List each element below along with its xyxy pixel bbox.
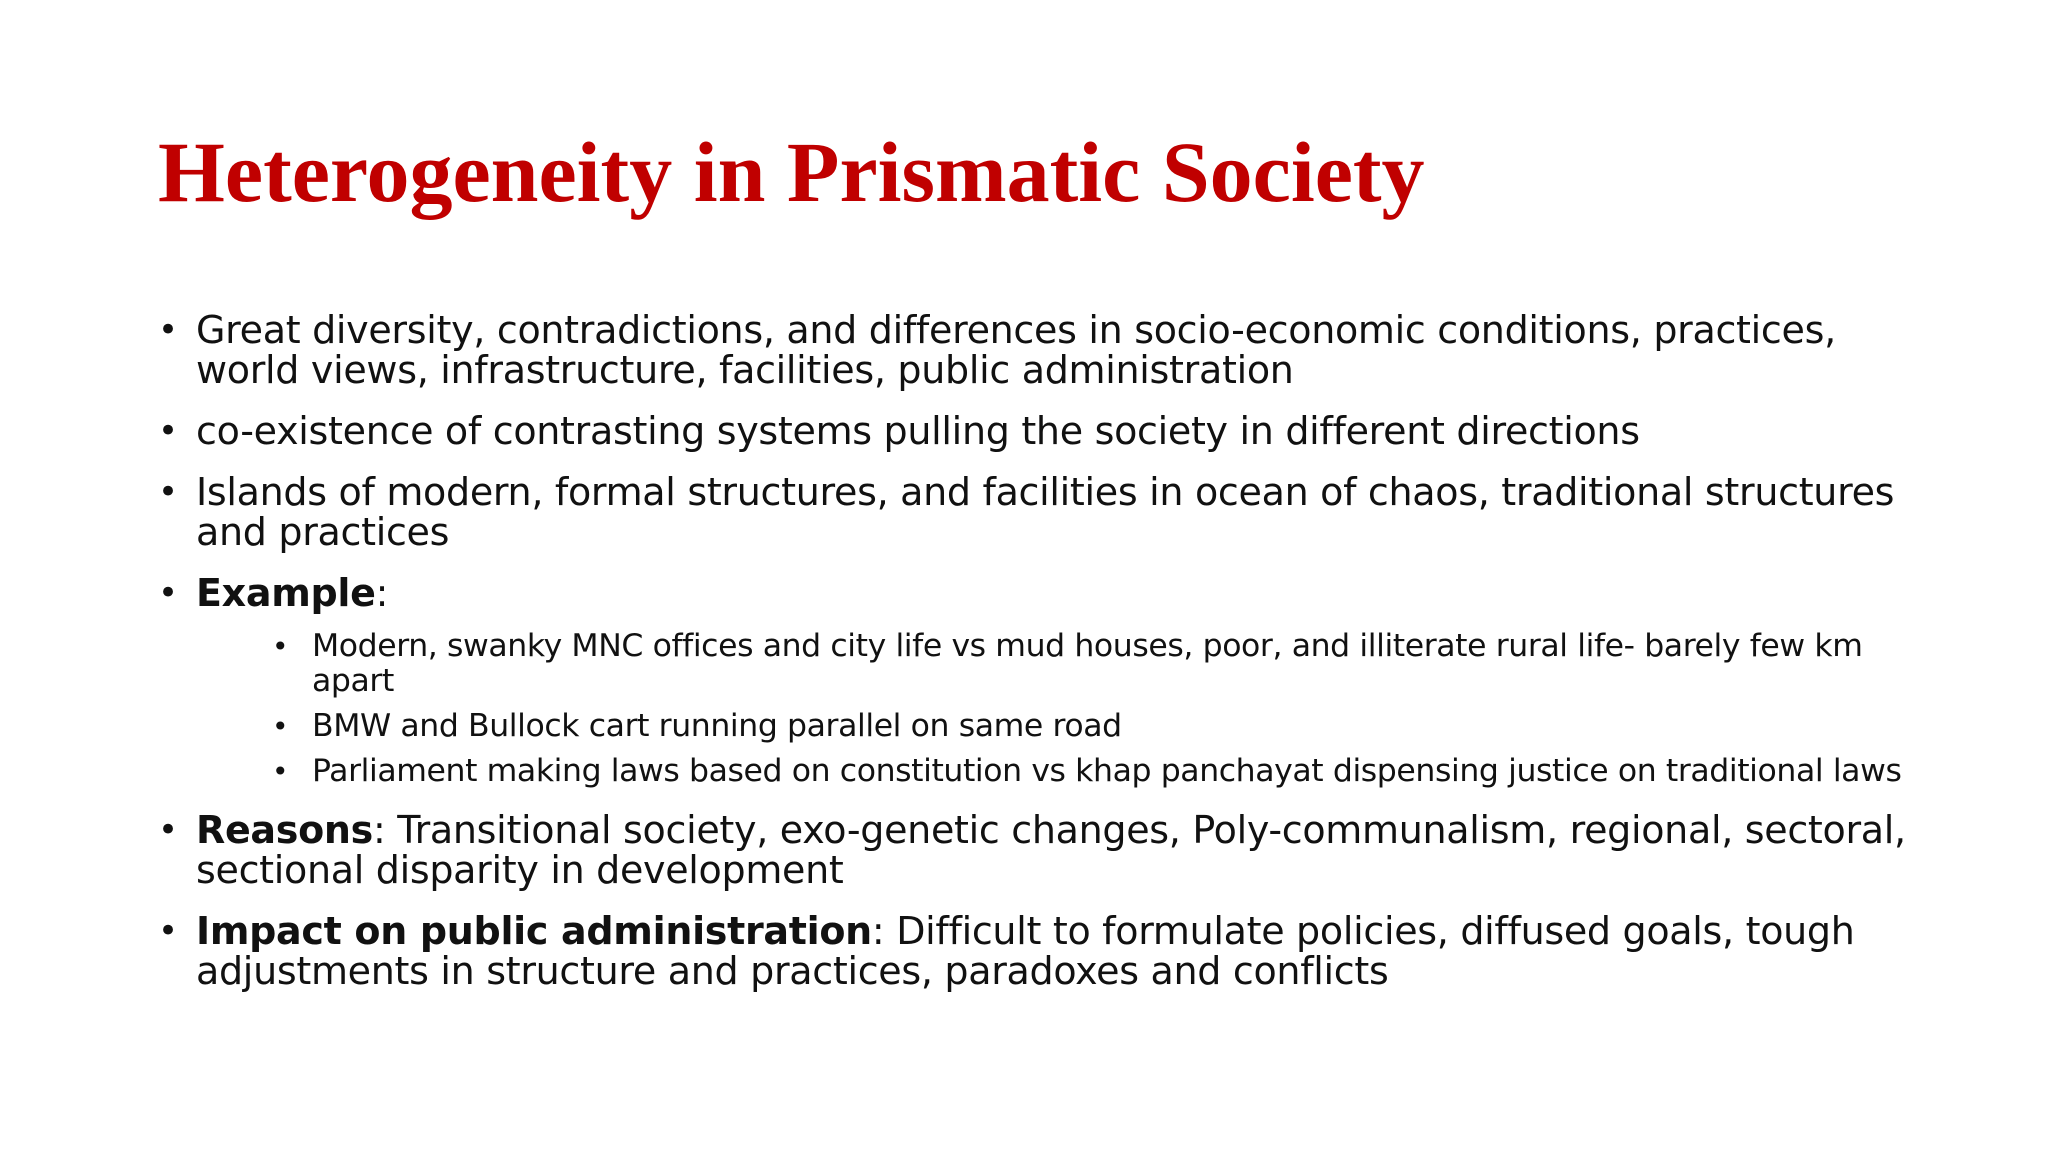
bullet-text: : — [375, 571, 389, 615]
sub-bullet-item — [196, 709, 1938, 744]
sub-bullet-item — [196, 629, 1938, 699]
sub-bullet-item — [196, 754, 1938, 789]
bullet-text: : Difficult to formulate policies, diffused goals, tough adjustments in structure and practices, paradoxes and conflicts — [196, 909, 1855, 993]
bullet-icon: • — [158, 411, 178, 451]
bullet-list — [158, 310, 1938, 991]
bullet-item-diversity — [158, 310, 1938, 390]
slide-title: Heterogeneity in Prismatic Society — [158, 124, 1425, 220]
bullet-text: Islands of modern, formal structures, and facilities in ocean of chaos, traditional structures and practices — [196, 470, 1895, 554]
bullet-icon: • — [158, 472, 178, 512]
slide-content — [158, 310, 1938, 1012]
bullet-item-example — [158, 573, 1938, 789]
bullet-item-reasons — [158, 810, 1938, 890]
bullet-icon: • — [158, 810, 178, 850]
bullet-icon: • — [158, 573, 178, 613]
bullet-icon: • — [158, 310, 178, 350]
bullet-item-impact — [158, 911, 1938, 991]
bullet-bold-label: Impact on public administration — [196, 909, 872, 953]
bullet-text: co-existence of contrasting systems pulling the society in different directions — [196, 409, 1640, 453]
bullet-bold-label: Example — [196, 571, 376, 615]
bullet-item-coexistence — [158, 411, 1938, 451]
example-sublist — [196, 629, 1938, 789]
sub-bullet-icon: • — [272, 630, 289, 663]
bullet-text: : Transitional society, exo-genetic changes, Poly-communalism, regional, sectoral, sectional disparity in development — [196, 808, 1906, 892]
sub-bullet-text: Modern, swanky MNC offices and city life vs mud houses, poor, and illiterate rural life- barely few km apart — [312, 628, 1863, 699]
bullet-bold-label: Reasons — [196, 808, 373, 852]
sub-bullet-icon: • — [272, 755, 289, 788]
sub-bullet-text: BMW and Bullock cart running parallel on same road — [312, 708, 1122, 744]
bullet-item-islands — [158, 472, 1938, 552]
bullet-text: Great diversity, contradictions, and differences in socio-economic conditions, practices, world views, infrastructure, facilities, public administration — [196, 308, 1836, 392]
sub-bullet-icon: • — [272, 710, 289, 743]
sub-bullet-text: Parliament making laws based on constitution vs khap panchayat dispensing justice on traditional laws — [312, 753, 1902, 789]
bullet-icon: • — [158, 911, 178, 951]
